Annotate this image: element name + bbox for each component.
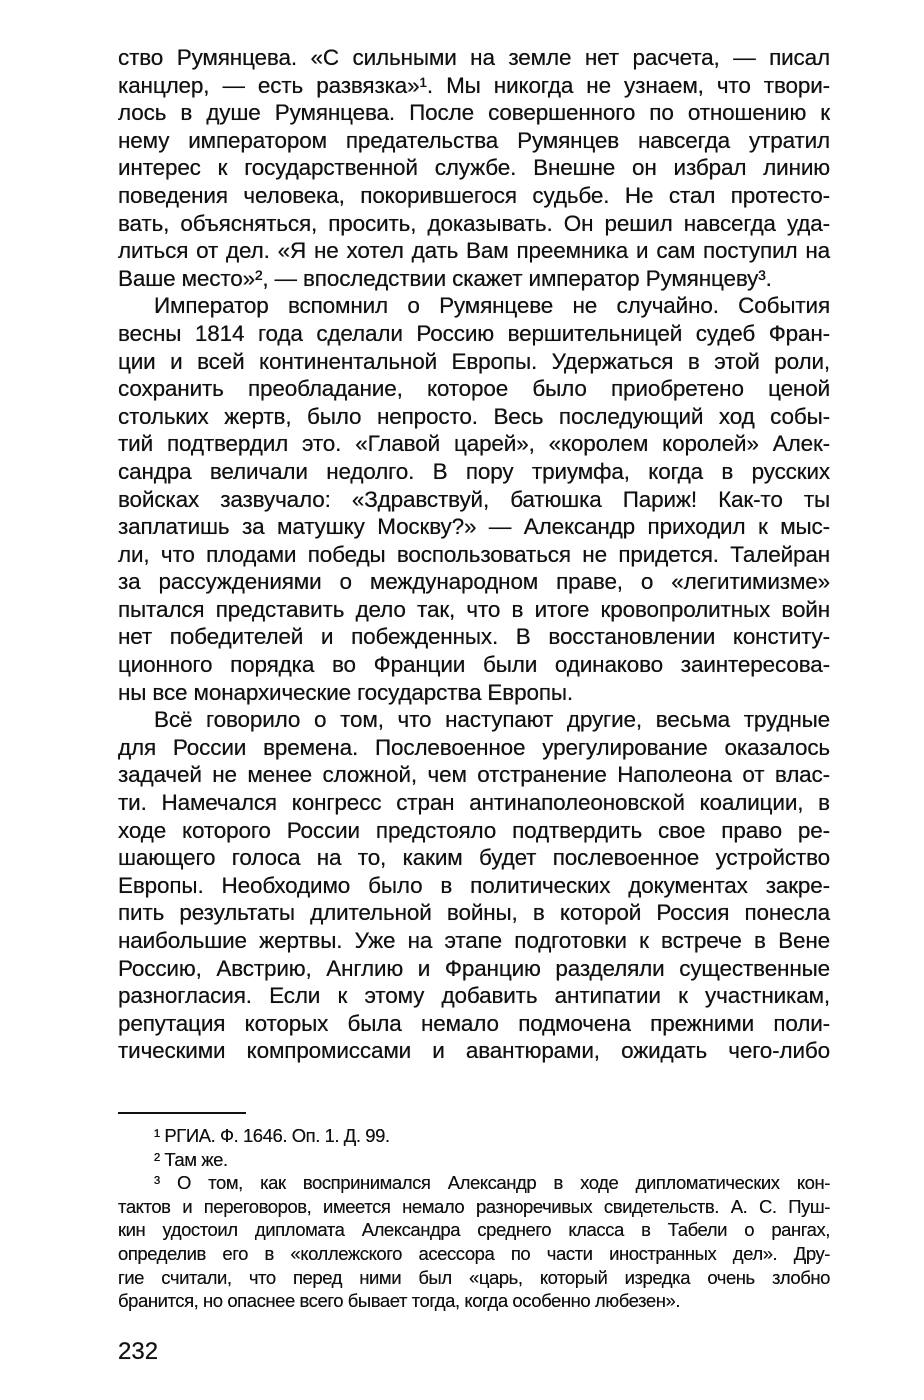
footnote xyxy=(118,1171,830,1313)
text-line: бранится, но опаснее всего бывает тогда, когда особенно любезен». xyxy=(118,1290,681,1312)
footnote xyxy=(118,1124,830,1148)
text-line: поведения человека, покорившегося судьбе. Не стал протесто- xyxy=(118,182,830,208)
footnote-separator xyxy=(118,1112,246,1114)
text-line: нет победителей и побежденных. В восстановлении конститу- xyxy=(118,624,830,650)
text-line: канцлер, — есть развязка»¹. Мы никогда не узнаем, что твори- xyxy=(118,72,830,98)
text-line: кин удостоил дипломата Александра среднего класса в Табели о рангах, xyxy=(118,1219,830,1241)
text-line: ны все монархические государства Европы. xyxy=(118,679,573,705)
text-line: заплатишь за матушку Москву?» — Александр приходил к мыс- xyxy=(118,514,830,540)
text-line: ² Там же. xyxy=(154,1148,228,1170)
text-line: ли, что плодами победы воспользоваться не придется. Талейран xyxy=(118,541,830,567)
text-line: для России времена. Послевоенное урегулирование оказалось xyxy=(118,734,830,760)
footnotes xyxy=(118,1124,830,1313)
text-line: наибольшие жертвы. Уже на этапе подготовки к встрече в Вене xyxy=(118,928,830,953)
paragraph xyxy=(118,292,830,706)
text-line: Европы. Необходимо было в политических документах закре- xyxy=(118,872,830,898)
footnote xyxy=(118,1148,830,1172)
paragraph xyxy=(118,44,830,292)
page-number: 232 xyxy=(118,1338,159,1365)
text-line: репутация которых была немало подмочена прежними поли- xyxy=(118,1010,830,1036)
text-line: нему императором предательства Румянцев навсегда утратил xyxy=(118,127,830,153)
text-line: ходе которого России предстояло подтвердить свое право ре- xyxy=(118,817,830,843)
text-line: за рассуждениями о международном праве, о «легитимизме» xyxy=(118,569,830,595)
text-line: ти. Намечался конгресс стран антинаполеоновской коалиции, в xyxy=(118,790,830,816)
text-line: шающего голоса на то, каким будет послевоенное устройство xyxy=(118,845,830,871)
text-line: Ваше место»², — впоследствии скажет император Румянцеву³. xyxy=(118,265,772,291)
text-line: тическими компромиссами и авантюрами, ожидать чего-либо xyxy=(118,1038,830,1064)
text-line: весны 1814 года сделали Россию вершительницей судеб Фран- xyxy=(118,320,830,346)
text-line: Россию, Австрию, Англию и Францию разделяли существенные xyxy=(118,955,830,981)
text-line: тактов и переговоров, имеется немало разноречивых свидетельств. А. С. Пуш- xyxy=(118,1195,830,1217)
text-line: литься от дел. «Я не хотел дать Вам преемника и сам поступил на xyxy=(118,238,830,264)
text-line: Всё говорило о том, что наступают другие, весьма трудные xyxy=(154,707,830,733)
text-line: тий подтвердил это. «Главой царей», «королем королей» Алек- xyxy=(118,431,830,457)
text-line: сандра величали недолго. В пору триумфа, когда в русских xyxy=(118,458,830,484)
text-line: ³ О том, как воспринимался Александр в ходе дипломатических кон- xyxy=(154,1172,830,1194)
text-line: стольких жертв, было непросто. Весь последующий ход собы- xyxy=(118,403,830,429)
text-line: определив его в «коллежского асессора по части иностранных дел». Дру- xyxy=(118,1242,830,1264)
main-text xyxy=(118,44,830,1065)
text-line: ¹ РГИА. Ф. 1646. Оп. 1. Д. 99. xyxy=(154,1125,390,1146)
text-line: ство Румянцева. «С сильными на земле нет расчета, — писал xyxy=(118,45,830,70)
text-line: войсках зазвучало: «Здравствуй, батюшка Париж! Как-то ты xyxy=(118,486,830,512)
paragraph xyxy=(118,706,830,1065)
text-line: разногласия. Если к этому добавить антипатии к участникам, xyxy=(118,983,830,1009)
text-line: пить результаты длительной войны, в которой Россия понесла xyxy=(118,900,830,926)
text-line: ции и всей континентальной Европы. Удержаться в этой роли, xyxy=(118,348,830,374)
text-line: задачей не менее сложной, чем отстранение Наполеона от влас- xyxy=(118,762,830,788)
text-line: гие считали, что перед ними был «царь, который изредка очень злобно xyxy=(118,1266,830,1288)
text-line: пытался представить дело так, что в итоге кровопролитных войн xyxy=(118,596,830,622)
text-line: сохранить преобладание, которое было приобретено ценой xyxy=(118,376,830,402)
text-line: Император вспомнил о Румянцеве не случайно. События xyxy=(154,293,830,319)
text-line: вать, объясняться, просить, доказывать. Он решил навсегда уда- xyxy=(118,210,830,236)
text-line: ционного порядка во Франции были одинаково заинтересова- xyxy=(118,652,830,678)
text-line: интерес к государственной службе. Внешне он избрал линию xyxy=(118,155,830,181)
text-line: лось в душе Румянцева. После совершенного по отношению к xyxy=(118,100,830,126)
